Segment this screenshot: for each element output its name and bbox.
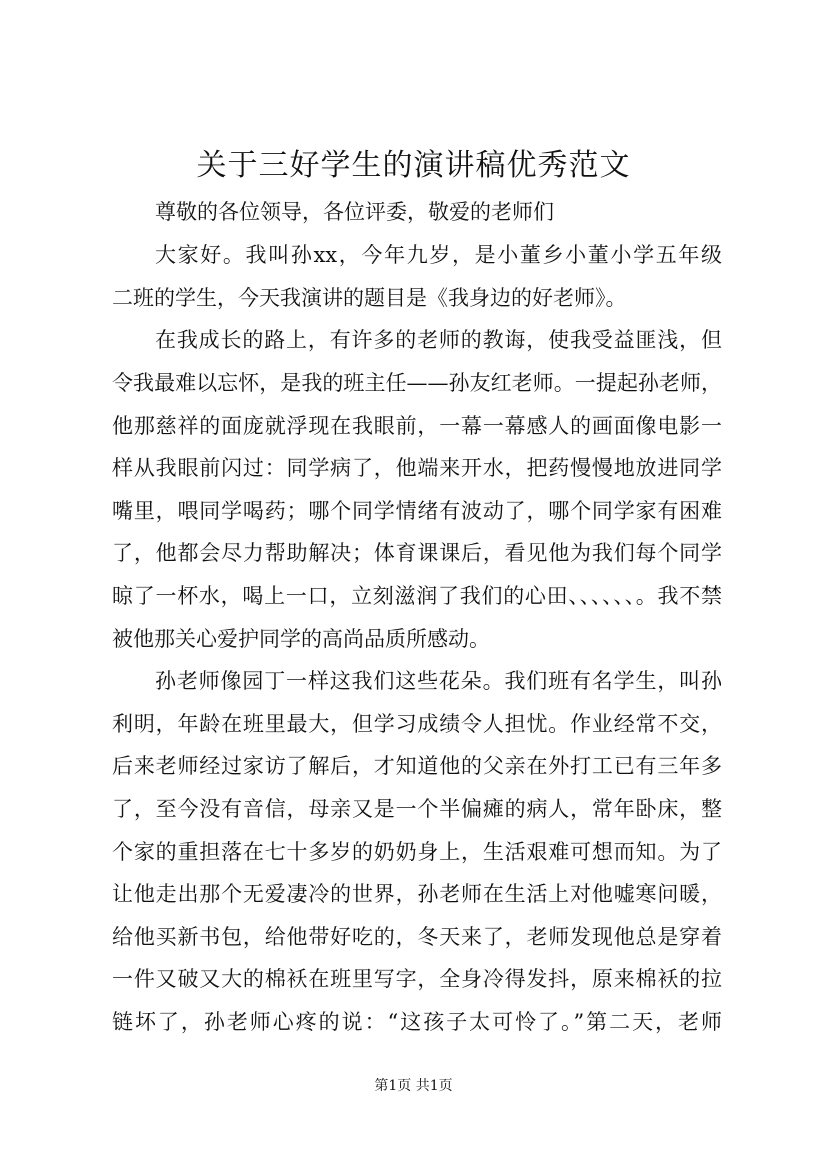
text-line: 给他买新书包，给他带好吃的，冬天来了，老师发现他总是穿着 — [112, 925, 722, 949]
text-line: 大家好。我叫孙xx，今年九岁，是小董乡小董小学五年级 — [155, 243, 722, 267]
text-line: 了，他都会尽力帮助解决；体育课课后，看见他为我们每个同学 — [112, 541, 722, 565]
text-line: 嘴里，喂同学喝药；哪个同学情绪有波动了，哪个同学家有困难 — [112, 499, 722, 523]
text-line: 二班的学生，今天我演讲的题目是《我身边的好老师》。 — [112, 286, 627, 310]
text-line: 令我最难以忘怀，是我的班主任——孙友红老师。一提起孙老师， — [112, 371, 722, 395]
text-line: 在我成长的路上，有许多的老师的教诲，使我受益匪浅，但 — [155, 328, 722, 352]
text-line: 被他那关心爱护同学的高尚品质所感动。 — [112, 627, 490, 651]
text-line: 让他走出那个无爱凄冷的世界，孙老师在生活上对他嘘寒问暖， — [112, 882, 722, 906]
text-line: 他那慈祥的面庞就浮现在我眼前，一幕一幕感人的画面像电影一 — [112, 414, 722, 438]
text-line: 链坏了，孙老师心疼的说：“这孩子太可怜了。”第二天，老师 — [112, 1010, 722, 1034]
text-line: 晾了一杯水，喝上一口，立刻滋润了我们的心田、、、、、、。我不禁 — [112, 584, 722, 608]
document-title: 关于三好学生的演讲稿优秀范文 — [196, 148, 631, 183]
text-line: 了，至今没有音信，母亲又是一个半偏瘫的病人，常年卧床，整 — [112, 797, 722, 821]
text-line: 孙老师像园丁一样这我们这些花朵。我们班有名学生，叫孙 — [155, 669, 722, 693]
text-line: 后来老师经过家访了解后，才知道他的父亲在外打工已有三年多 — [112, 754, 722, 778]
text-line: 一件又破又大的棉袄在班里写字，全身冷得发抖，原来棉袄的拉 — [112, 967, 722, 991]
page-footer: 第1页 共1页 — [374, 1078, 453, 1094]
text-line: 利明，年龄在班里最大，但学习成绩令人担忧。作业经常不交， — [112, 712, 722, 736]
text-line: 尊敬的各位领导，各位评委，敬爱的老师们 — [155, 200, 554, 224]
text-line: 样从我眼前闪过：同学病了，他端来开水，把药慢慢地放进同学 — [112, 456, 722, 480]
text-line: 个家的重担落在七十多岁的奶奶身上，生活艰难可想而知。为了 — [112, 840, 722, 864]
